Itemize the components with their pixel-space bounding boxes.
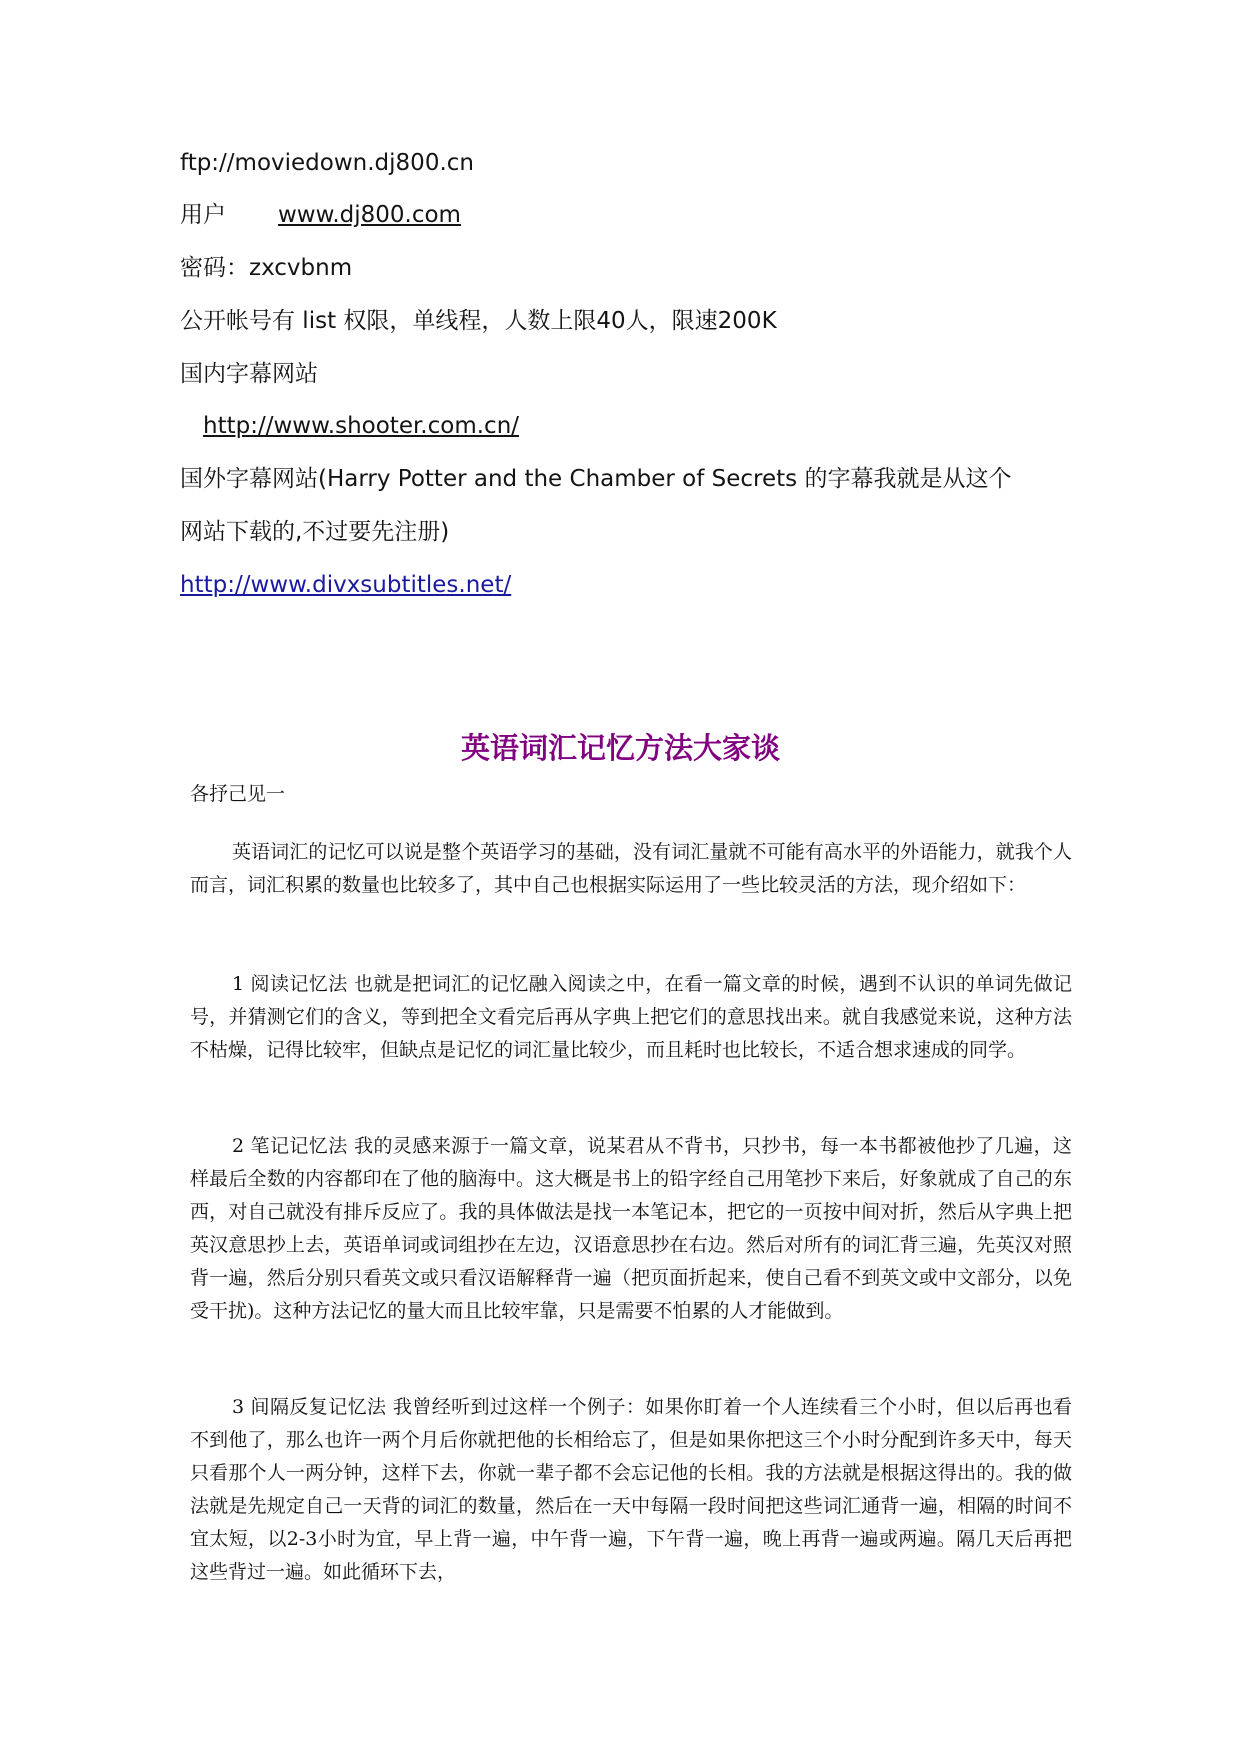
method-1-paragraph: 1 阅读记忆法 也就是把词汇的记忆融入阅读之中，在看一篇文章的时候，遇到不认识的单词先做记号，并猜测它们的含义，等到把全文看完后再从字典上把它们的意思找出来。就自我感觉来说，这种方法不枯燥，记得比较牢，但缺点是记忆的词汇量比较少，而且耗时也比较长，不适合想求速成的同学。 [190,973,1072,1061]
foreign-subtitle-line2: 网站下载的,不过要先注册) [180,519,450,545]
password-line [180,253,352,283]
user-label: 用户 [180,202,226,228]
method-3-paragraph: 3 间隔反复记忆法 我曾经听到过这样一个例子：如果你盯着一个人连续看三个小时，但以后再也看不到他了，那么也许一两个月后你就把他的长相给忘了，但是如果你把这三个小时分配到许多天中，每天只看那个人一两分钟，这样下去，你就一辈子都不会忘记他的长相。我的方法就是根据这得出的。我的做法就是先规定自己一天背的词汇的数量，然后在一天中每隔一段时间把这些词汇通背一遍，相隔的时间不宜太短，以2-3小时为宜，早上背一遍，中午背一遍，下午背一遍，晚上再背一遍或两遍。隔几天后再把这些背过一遍。如此循环下去， [190,1396,1072,1583]
shooter-link[interactable]: http://www.shooter.com.cn/ [203,413,520,439]
article-method-1 [190,968,1072,1067]
article-intro [190,836,1072,902]
article-title: 英语词汇记忆方法大家谈 [460,731,780,765]
account-note: 公开帐号有 list 权限，单线程，人数上限40人，限速200K [180,308,777,334]
domestic-subtitle-link[interactable] [203,411,519,441]
ftp-address: ftp://moviedown.dj800.cn [180,150,474,176]
intro-paragraph: 英语词汇的记忆可以说是整个英语学习的基础，没有词汇量就不可能有高水平的外语能力，就我个人而言，词汇积累的数量也比较多了，其中自己也根据实际运用了一些比较灵活的方法，现介绍如下： [190,841,1072,896]
password-value: zxcvbnm [249,255,353,281]
user-line [180,200,461,230]
domestic-subtitle-label: 国内字幕网站 [180,361,318,387]
divxsubtitles-link[interactable]: http://www.divxsubtitles.net/ [180,572,512,598]
foreign-subtitle-link[interactable] [180,570,511,600]
article-method-3 [190,1391,1072,1589]
user-link[interactable]: www.dj800.com [278,202,461,228]
article-subtitle: 各抒己见一 [190,783,286,805]
foreign-subtitle-line1: 国外字幕网站(Harry Potter and the Chamber of Secrets 的字幕我就是从这个 [180,466,1012,492]
method-2-paragraph: 2 笔记记忆法 我的灵感来源于一篇文章，说某君从不背书，只抄书，每一本书都被他抄了几遍，这样最后全数的内容都印在了他的脑海中。这大概是书上的铅字经自己用笔抄下来后，好象就成了自己的东西，对自己就没有排斥反应了。我的具体做法是找一本笔记本，把它的一页按中间对折，然后从字典上把英汉意思抄上去，英语单词或词组抄在左边，汉语意思抄在右边。然后对所有的词汇背三遍，先英汉对照背一遍，然后分别只看英文或只看汉语解释背一遍（把页面折起来，使自己看不到英文或中文部分，以免受干扰)。这种方法记忆的量大而且比较牢靠，只是需要不怕累的人才能做到。 [190,1135,1072,1322]
password-label: 密码： [180,255,249,281]
article-method-2 [190,1130,1072,1328]
